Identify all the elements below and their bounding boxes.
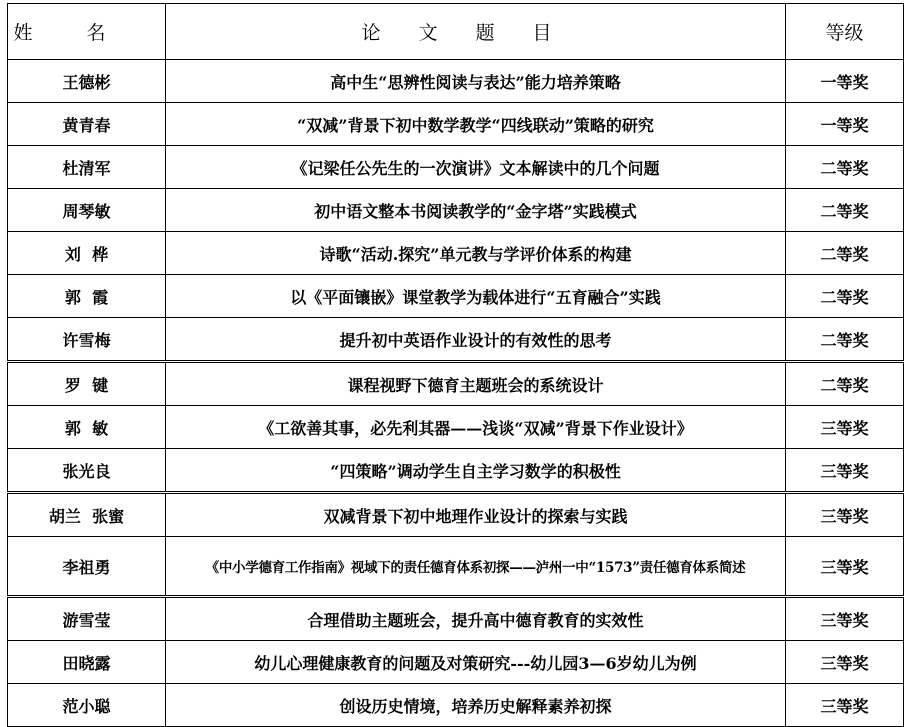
award-grade: 三等奖 [786,641,904,684]
paper-title: 初中语文整本书阅读教学的“金字塔”实践模式 [166,189,786,232]
author-name: 郭 霞 [8,275,166,318]
author-name: 许雪梅 [8,318,166,362]
paper-title: “四策略”调动学生自主学习数学的积极性 [166,449,786,493]
paper-title: 以《平面镶嵌》课堂教学为载体进行“五育融合”实践 [166,275,786,318]
awards-table [7,3,904,727]
award-grade: 二等奖 [786,146,904,189]
paper-title: 提升初中英语作业设计的有效性的思考 [166,318,786,362]
table-row [8,493,904,537]
paper-title: 高中生“思辨性阅读与表达”能力培养策略 [166,60,786,103]
table-row [8,449,904,493]
award-grade: 一等奖 [786,60,904,103]
author-name: 罗 键 [8,362,166,406]
award-grade: 二等奖 [786,189,904,232]
header-title: 论文题目 [166,4,786,60]
award-grade: 三等奖 [786,597,904,641]
author-name: 杜清军 [8,146,166,189]
table-row [8,537,904,597]
paper-title: 《记梁任公先生的一次演讲》文本解读中的几个问题 [166,146,786,189]
author-name: 黄青春 [8,103,166,146]
paper-title: 《工欲善其事，必先利其器——浅谈“双减”背景下作业设计》 [166,406,786,449]
table-row [8,189,904,232]
award-grade: 二等奖 [786,362,904,406]
table-row [8,641,904,684]
author-name: 王德彬 [8,60,166,103]
award-grade: 三等奖 [786,537,904,597]
paper-title: “双减”背景下初中数学教学“四线联动”策略的研究 [166,103,786,146]
table-row [8,275,904,318]
paper-title: 《中小学德育工作指南》视域下的责任德育体系初探——泸州一中“1573”责任德育体系简述 [166,537,786,597]
table-row [8,362,904,406]
table-row [8,684,904,727]
author-name: 范小聪 [8,684,166,727]
table-row [8,406,904,449]
paper-title: 双减背景下初中地理作业设计的探索与实践 [166,493,786,537]
table-row [8,318,904,362]
table-row [8,103,904,146]
paper-title: 诗歌“活动.探究”单元教与学评价体系的构建 [166,232,786,275]
author-name: 游雪莹 [8,597,166,641]
award-grade: 二等奖 [786,275,904,318]
header-row [8,4,904,60]
award-grade: 一等奖 [786,103,904,146]
table-row [8,232,904,275]
header-grade: 等级 [786,4,904,60]
award-grade: 二等奖 [786,232,904,275]
paper-title: 创设历史情境，培养历史解释素养初探 [166,684,786,727]
award-grade: 三等奖 [786,449,904,493]
author-name: 周琴敏 [8,189,166,232]
author-name: 刘 桦 [8,232,166,275]
paper-title: 幼儿心理健康教育的问题及对策研究---幼儿园3—6岁幼儿为例 [166,641,786,684]
award-grade: 二等奖 [786,318,904,362]
paper-title: 合理借助主题班会，提升高中德育教育的实效性 [166,597,786,641]
author-name: 胡兰 张蜜 [8,493,166,537]
author-name: 郭 敏 [8,406,166,449]
table-row [8,597,904,641]
paper-title: 课程视野下德育主题班会的系统设计 [166,362,786,406]
award-grade: 三等奖 [786,493,904,537]
author-name: 田晓露 [8,641,166,684]
award-grade: 三等奖 [786,684,904,727]
award-grade: 三等奖 [786,406,904,449]
author-name: 李祖勇 [8,537,166,597]
table-row [8,146,904,189]
table-row [8,60,904,103]
header-name: 姓名 [8,4,166,60]
author-name: 张光良 [8,449,166,493]
